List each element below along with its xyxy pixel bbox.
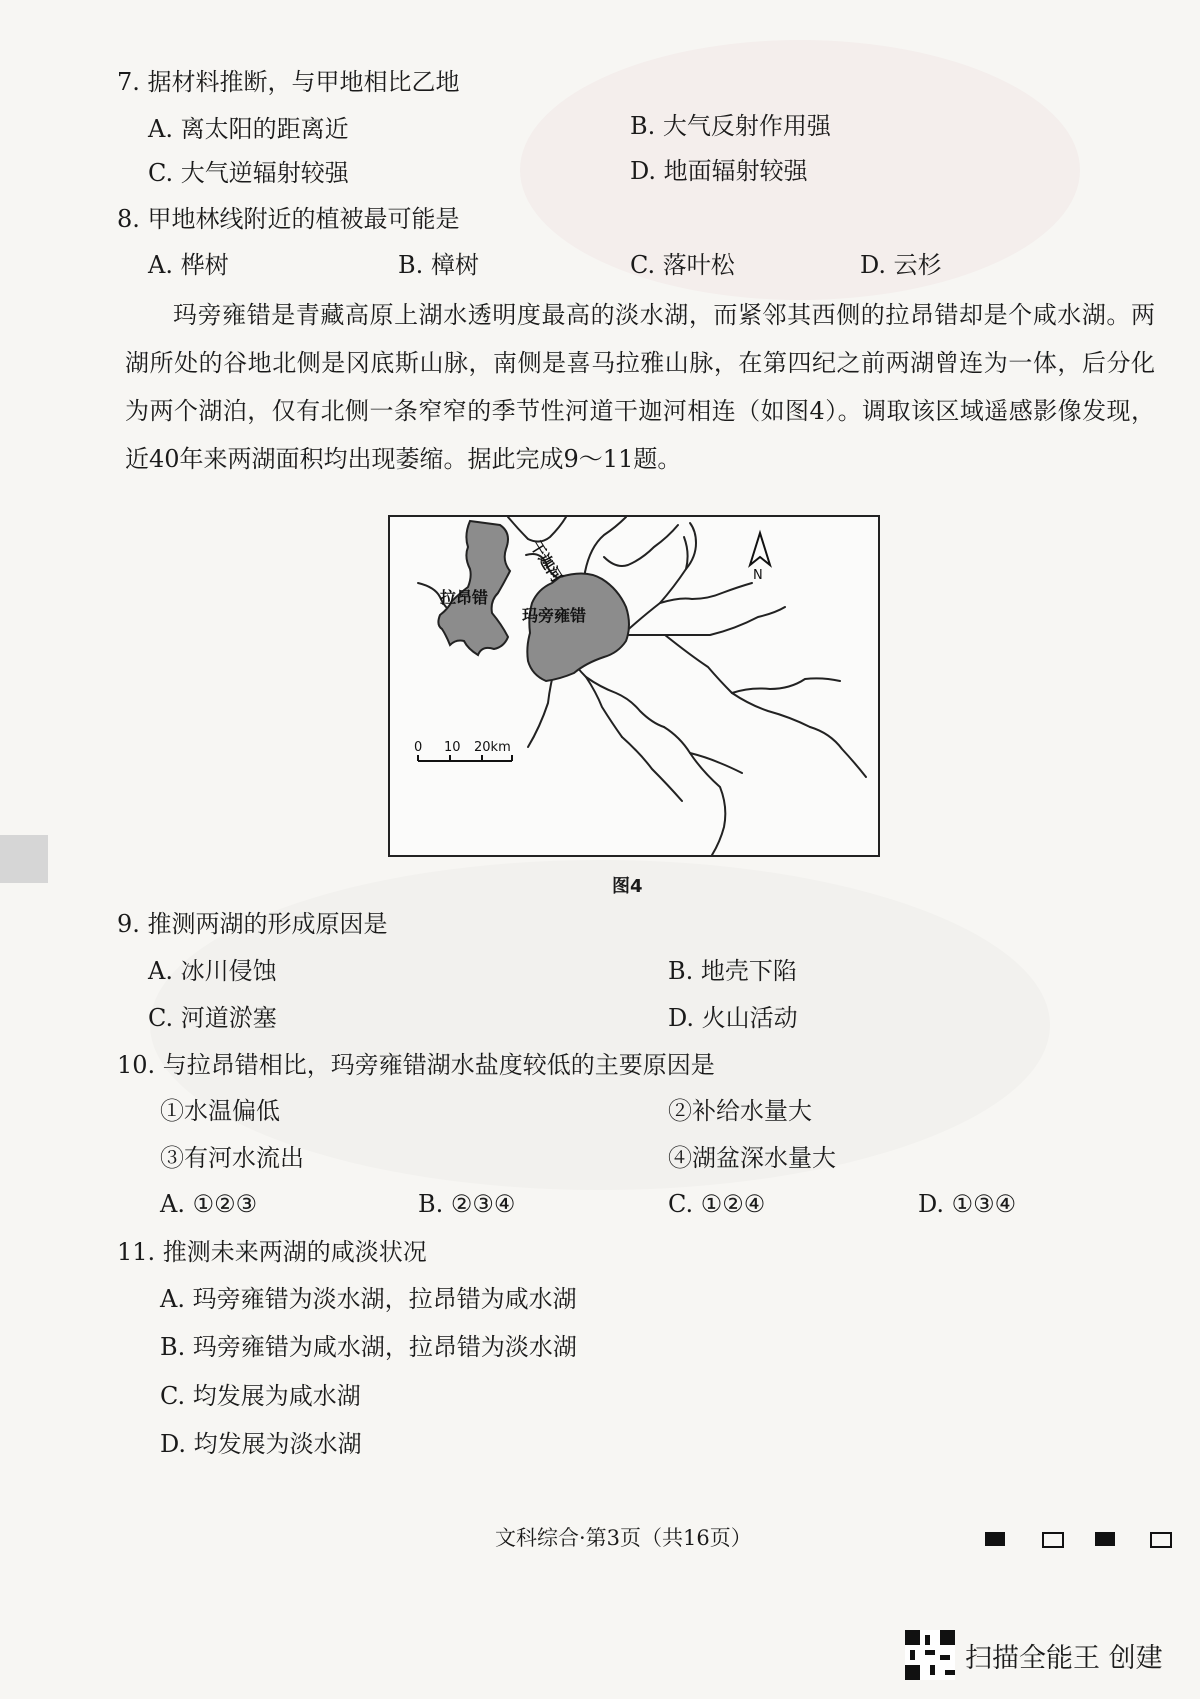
- q11-option-d: D. 均发展为淡水湖: [160, 1430, 362, 1458]
- question-11: 11. 推测未来两湖的咸淡状况: [117, 1238, 427, 1266]
- lake-map: [390, 517, 878, 855]
- question-10: 10. 与拉昂错相比，玛旁雍错湖水盐度较低的主要原因是: [117, 1051, 715, 1079]
- river-north-4: [622, 537, 688, 635]
- q11-option-a: A. 玛旁雍错为淡水湖，拉昂错为咸水湖: [160, 1285, 577, 1313]
- scale-tick-20: 20km: [474, 740, 511, 755]
- q7-option-a: A. 离太阳的距离近: [148, 115, 349, 143]
- scale-tick-0: 0: [414, 740, 423, 755]
- q9-option-b: B. 地壳下陷: [668, 957, 797, 985]
- river-east-1: [622, 607, 785, 635]
- q10-option-b: B. ②③④: [418, 1190, 516, 1218]
- scan-margin-mark: [0, 835, 48, 883]
- q8-option-d: D. 云杉: [860, 251, 942, 279]
- question-9: 9. 推测两湖的形成原因是: [117, 910, 388, 938]
- q10-item-4: ④湖盆深水量大: [668, 1144, 836, 1172]
- qr-code-icon: [905, 1630, 955, 1680]
- question-7: 7. 据材料推断，与甲地相比乙地: [117, 68, 460, 96]
- q7-option-b: B. 大气反射作用强: [630, 112, 831, 140]
- q11-option-c: C. 均发展为咸水湖: [160, 1382, 361, 1410]
- q11-option-b: B. 玛旁雍错为咸水湖，拉昂错为淡水湖: [160, 1333, 577, 1361]
- marker-block-4: [1150, 1532, 1172, 1548]
- label-laangcuo: 拉昂错: [440, 588, 489, 607]
- north-arrow-icon: [750, 533, 770, 583]
- question-8: 8. 甲地林线附近的植被最可能是: [117, 205, 460, 233]
- q7-option-d: D. 地面辐射较强: [630, 157, 808, 185]
- marker-block-1: [985, 1532, 1005, 1546]
- label-mapangyongcuo: 玛旁雍错: [522, 606, 587, 625]
- scale-tick-10: 10: [444, 740, 461, 755]
- q8-option-a: A. 桦树: [148, 251, 229, 279]
- scanner-text: 扫描全能王 创建: [965, 1642, 1163, 1674]
- river-east-2: [665, 635, 810, 727]
- river-north-3: [604, 525, 678, 566]
- lake-mapangyongcuo: [527, 573, 629, 681]
- river-south-2: [586, 677, 664, 727]
- marker-block-2: [1042, 1532, 1064, 1548]
- river-east-4: [810, 727, 866, 777]
- q10-item-3: ③有河水流出: [160, 1144, 304, 1172]
- river-east-3: [732, 678, 840, 693]
- material-passage: 玛旁雍错是青藏高原上湖水透明度最高的淡水湖，而紧邻其西侧的拉昂错却是个咸水湖。两湖所处的谷地北侧是冈底斯山脉，南侧是喜马拉雅山脉，在第四纪之前两湖曾连为一体，后分化为两个湖泊，仅有北侧一条窄窄的季节性河道干迦河相连（如图4）。调取该区域遥感影像发现，近40年来两湖面积均出现萎缩。据此完成9～11题。: [125, 301, 1155, 473]
- figure-caption: 图4: [612, 876, 643, 897]
- q9-option-a: A. 冰川侵蚀: [148, 957, 277, 985]
- q10-option-d: D. ①③④: [918, 1190, 1017, 1218]
- q10-item-2: ②补给水量大: [668, 1097, 812, 1125]
- river-north-1: [508, 517, 566, 542]
- river-south-3: [622, 737, 682, 801]
- q10-item-1: ①水温偏低: [160, 1097, 280, 1125]
- lake-map-figure: [388, 515, 880, 857]
- q8-option-c: C. 落叶松: [630, 251, 735, 279]
- marker-block-3: [1095, 1532, 1115, 1546]
- page-footer: 文科综合·第3页（共16页）: [495, 1526, 752, 1550]
- q9-option-c: C. 河道淤塞: [148, 1004, 277, 1032]
- q10-option-c: C. ①②④: [668, 1190, 766, 1218]
- scanner-watermark: [905, 1630, 1163, 1680]
- label-ganjia-river: 干迦河: [526, 537, 566, 586]
- q9-option-d: D. 火山活动: [668, 1004, 798, 1032]
- q10-option-a: A. ①②③: [160, 1190, 258, 1218]
- north-label: N: [753, 568, 763, 583]
- q7-option-c: C. 大气逆辐射较强: [148, 159, 349, 187]
- scale-bar: [414, 740, 512, 761]
- q8-option-b: B. 樟树: [398, 251, 479, 279]
